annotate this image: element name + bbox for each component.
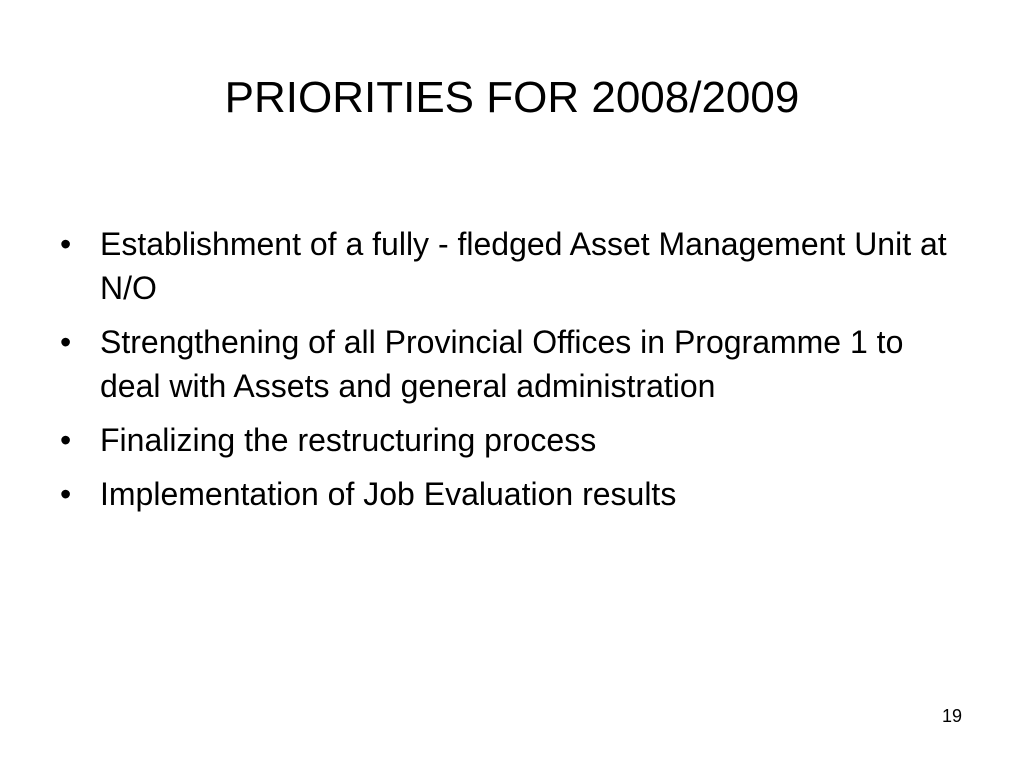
bullet-text: Strengthening of all Provincial Offices in Programme 1 to deal with Assets and general administration <box>100 324 904 404</box>
bullet-icon: • <box>60 476 72 512</box>
bullet-item-restructuring <box>56 418 956 462</box>
bullet-icon: • <box>60 422 72 458</box>
bullet-list <box>56 222 956 526</box>
slide-number: 19 <box>941 706 962 726</box>
bullet-item-provincial-offices <box>56 320 956 408</box>
bullet-item-job-evaluation <box>56 472 956 516</box>
bullet-text: Implementation of Job Evaluation results <box>100 476 677 512</box>
bullet-text: Establishment of a fully - fledged Asset Management Unit at N/O <box>100 226 947 306</box>
slide-title: PRIORITIES FOR 2008/2009 <box>224 73 800 122</box>
bullet-icon: • <box>60 226 72 262</box>
bullet-item-asset-unit <box>56 222 956 310</box>
bullet-icon: • <box>60 324 72 360</box>
bullet-text: Finalizing the restructuring process <box>100 422 597 458</box>
